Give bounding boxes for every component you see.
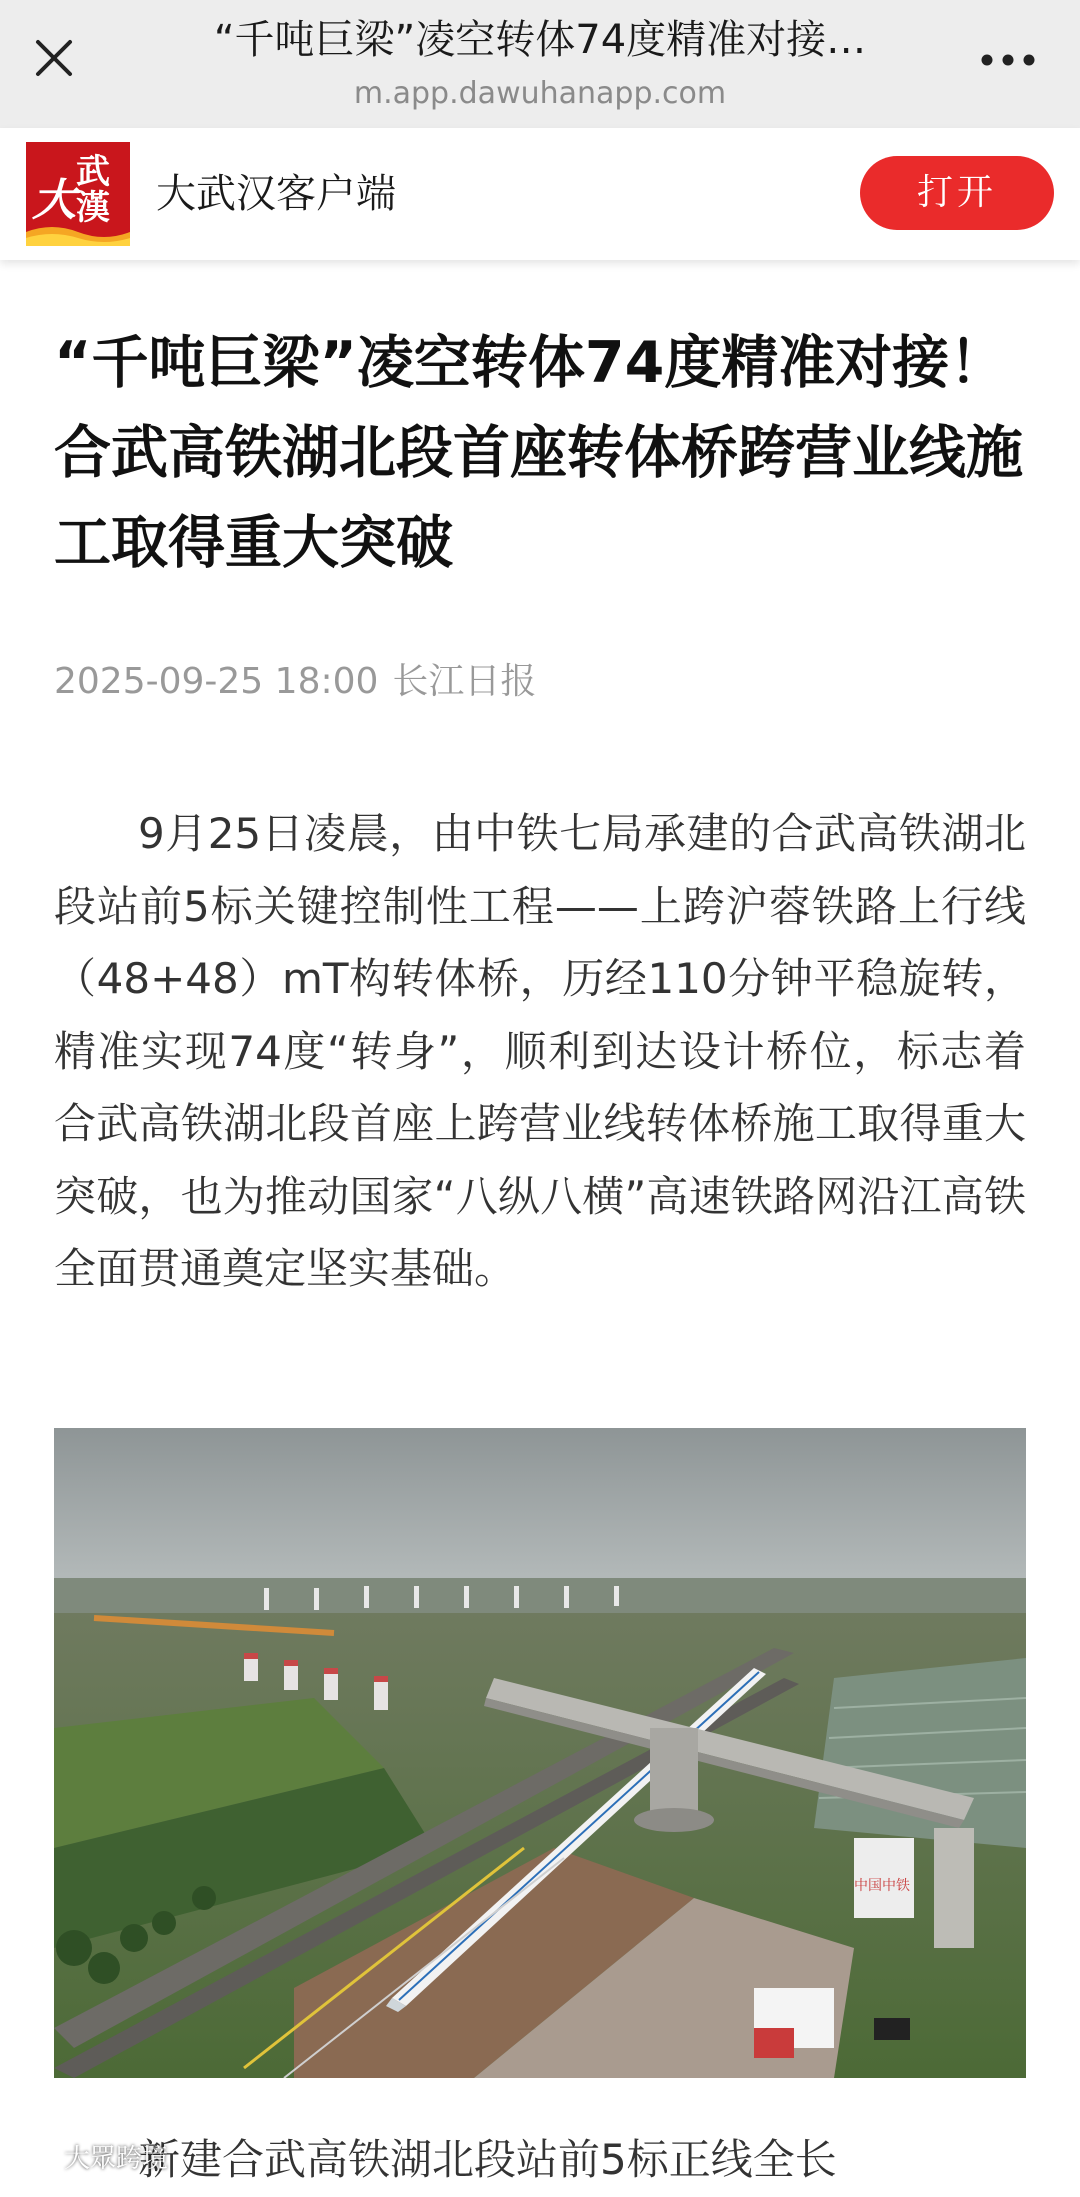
article-title: “千吨巨梁”凌空转体74度精准对接！合武高铁湖北段首座转体桥跨营业线施工取得重大突破 — [54, 330, 1023, 576]
logo-glyph: 大 — [32, 175, 76, 226]
app-logo[interactable] — [26, 142, 130, 246]
article-date: 2025-09-25 18:00 — [54, 661, 379, 702]
article-photo[interactable] — [54, 1428, 1026, 2078]
logo-glyph: 漢 — [76, 188, 110, 228]
browser-page-title: “千吨巨梁”凌空转体74度精准对接… — [213, 17, 867, 63]
article-paragraph: 新建合武高铁湖北段站前5标正线全长 — [138, 2135, 837, 2184]
watermark — [8, 2142, 168, 2176]
more-dots-icon — [980, 53, 1036, 67]
watermark-text: 大眾跨境 — [64, 2144, 169, 2174]
photo-sign-text: 中国中铁 — [854, 1878, 910, 1894]
browser-top-bar — [0, 0, 1080, 128]
bridge-rotation-photo — [54, 1428, 1026, 2078]
logo-glyph: 武 — [76, 152, 110, 192]
open-app-button[interactable]: 打开 — [860, 156, 1054, 230]
watermark-logo-icon — [8, 2143, 58, 2175]
article-meta — [54, 658, 536, 706]
close-icon — [34, 38, 74, 78]
close-button[interactable] — [22, 26, 86, 90]
article-paragraph: 9月25日凌晨，由中铁七局承建的合武高铁湖北段站前5标关键控制性工程——上跨沪蓉铁路上行线（48+48）mT构转体桥，历经110分钟平稳旋转，精准实现74度“转身”，顺利到达设计桥位，标志着合武高铁湖北段首座上跨营业线转体桥施工取得重大突破，也为推动国家“八纵八横”高速铁路网沿江高铁全面贯通奠定坚实基础。 — [54, 809, 1026, 1293]
app-download-banner — [0, 128, 1080, 260]
app-name: 大武汉客户端 — [156, 171, 396, 217]
article-source: 长江日报 — [392, 661, 537, 702]
browser-url: m.app.dawuhanapp.com — [353, 76, 727, 111]
more-button[interactable] — [972, 30, 1044, 90]
logo-wave-decoration — [26, 222, 130, 246]
